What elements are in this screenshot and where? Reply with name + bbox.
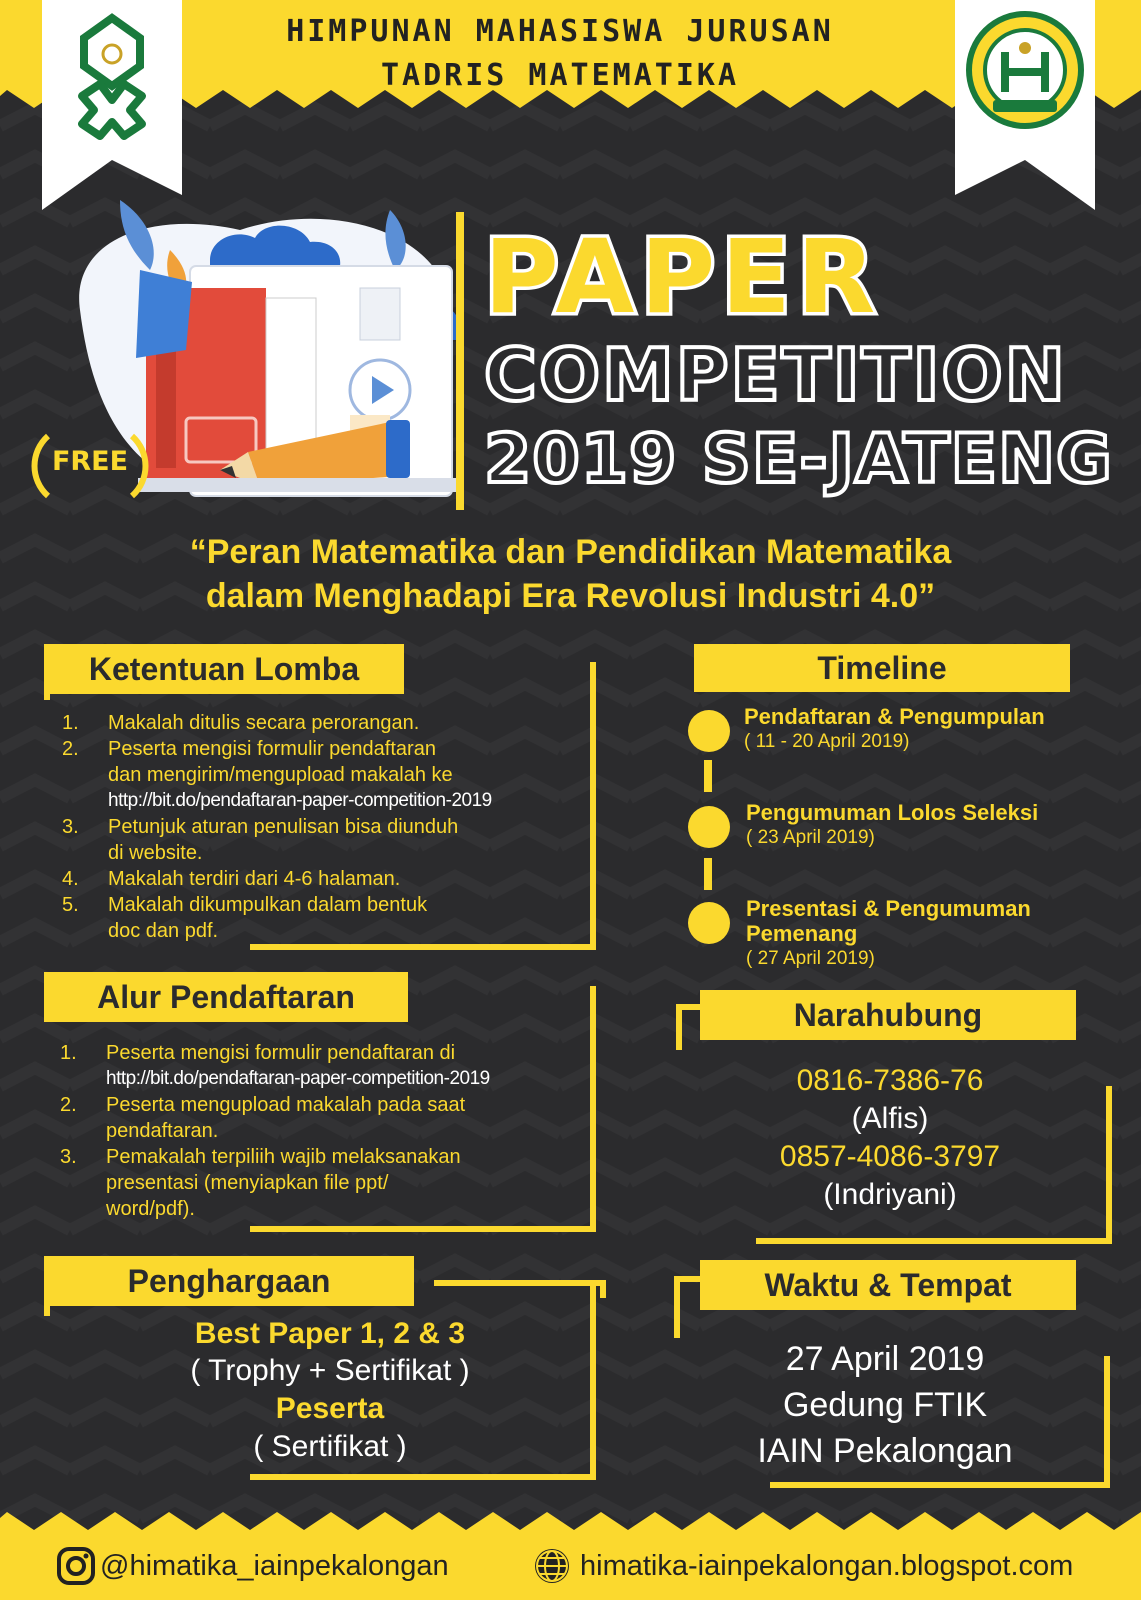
right-logo-banner <box>955 0 1095 210</box>
event-institution: IAIN Pekalongan <box>757 1432 1013 1470</box>
timeline-event-presentation: Presentasi & Pengumuman Pemenang ( 27 April 2019) <box>746 896 1031 969</box>
waktu-heading: Waktu & Tempat <box>700 1260 1076 1310</box>
contact-name: (Alfis) <box>851 1102 929 1135</box>
globe-icon[interactable] <box>532 1546 572 1586</box>
penghargaan-frame-top <box>434 1280 606 1298</box>
alur-list <box>60 1040 600 1222</box>
title-line-2: COMPETITION <box>484 333 1067 417</box>
organization-line-2: TADRIS MATEMATIKA <box>380 58 740 93</box>
instagram-icon[interactable] <box>56 1546 96 1586</box>
ketentuan-item: 4. Makalah terdiri dari 4-6 halaman. <box>62 868 401 890</box>
left-logo-banner <box>42 0 182 210</box>
instagram-handle[interactable]: @himatika_iainpekalongan <box>100 1550 449 1582</box>
free-badge <box>28 432 152 500</box>
alur-heading: Alur Pendaftaran <box>44 972 408 1022</box>
penghargaan-frame-bottom <box>250 1474 596 1486</box>
penghargaan-content <box>60 1316 600 1466</box>
competition-theme <box>20 530 1121 618</box>
contact-phone[interactable]: 0816-7386-76 <box>796 1064 984 1097</box>
event-details <box>690 1336 1080 1474</box>
ketentuan-item: 1. Makalah ditulis secara perorangan. <box>62 712 420 734</box>
timeline-heading: Timeline <box>694 644 1070 692</box>
title-line-1: PAPER <box>484 218 882 337</box>
timeline-connector <box>704 858 712 890</box>
theme-line-2: dalam Menghadapi Era Revolusi Industri 4.0” <box>205 577 936 615</box>
event-date: 27 April 2019 <box>785 1340 985 1378</box>
best-paper-label: Best Paper 1, 2 & 3 <box>194 1317 466 1350</box>
penghargaan-heading: Penghargaan <box>44 1256 414 1306</box>
contact-list <box>700 1062 1080 1214</box>
timeline-event-selection: Pengumuman Lolos Seleksi ( 23 April 2019) <box>746 800 1039 848</box>
participant-label: Peserta <box>275 1392 385 1425</box>
best-paper-prize: ( Trophy + Sertifikat ) <box>190 1354 470 1387</box>
ketentuan-list <box>62 710 602 944</box>
ketentuan-item: 2. Peserta mengisi formulir pendaftaran dan mengirim/mengupload makalah ke http://bit.do/pendaftaran-paper-competition-2019 <box>62 736 602 814</box>
title-divider <box>456 212 464 510</box>
registration-link[interactable]: http://bit.do/pendaftaran-paper-competition-2019 <box>106 1068 490 1089</box>
alur-item: 1. Peserta mengisi formulir pendaftaran di http://bit.do/pendaftaran-paper-competition-2019 <box>60 1040 600 1092</box>
competition-title <box>478 212 1118 502</box>
timeline-event-registration: Pendaftaran & Pengumpulan ( 11 - 20 April 2019) <box>744 704 1045 752</box>
registration-link[interactable]: http://bit.do/pendaftaran-paper-competition-2019 <box>108 790 492 811</box>
alur-item: 3. Pemakalah terpiliih wajib melaksanakan presentasi (menyiapkan file ppt/ word/pdf). <box>60 1146 461 1220</box>
theme-line-1: “Peran Matematika dan Pendidikan Matematika <box>189 533 952 571</box>
free-label: FREE <box>51 446 129 477</box>
ketentuan-item: 3. Petunjuk aturan penulisan bisa diunduh di website. <box>62 816 459 864</box>
title-line-3: 2019 SE-JATENG <box>484 420 1113 499</box>
contact-phone[interactable]: 0857-4086-3797 <box>779 1140 1001 1173</box>
alur-item: 2. Peserta mengupload makalah pada saat pendaftaran. <box>60 1094 466 1142</box>
event-building: Gedung FTIK <box>782 1386 988 1424</box>
ketentuan-item: 5. Makalah dikumpulkan dalam bentuk doc dan pdf. <box>62 894 428 942</box>
timeline-dot <box>688 710 730 752</box>
contact-name: (Indriyani) <box>823 1178 957 1211</box>
timeline-connector <box>704 760 712 792</box>
website-url[interactable]: himatika-iainpekalongan.blogspot.com <box>580 1550 1074 1582</box>
organization-title <box>190 10 930 98</box>
ketentuan-heading: Ketentuan Lomba <box>44 644 404 694</box>
organization-line-1: HIMPUNAN MAHASISWA JURUSAN <box>286 14 834 49</box>
participant-prize: ( Sertifikat ) <box>253 1430 407 1463</box>
timeline-dot <box>688 806 730 848</box>
narahubung-heading: Narahubung <box>700 990 1076 1040</box>
himatika-logo <box>969 14 1081 126</box>
timeline-dot <box>688 902 730 944</box>
